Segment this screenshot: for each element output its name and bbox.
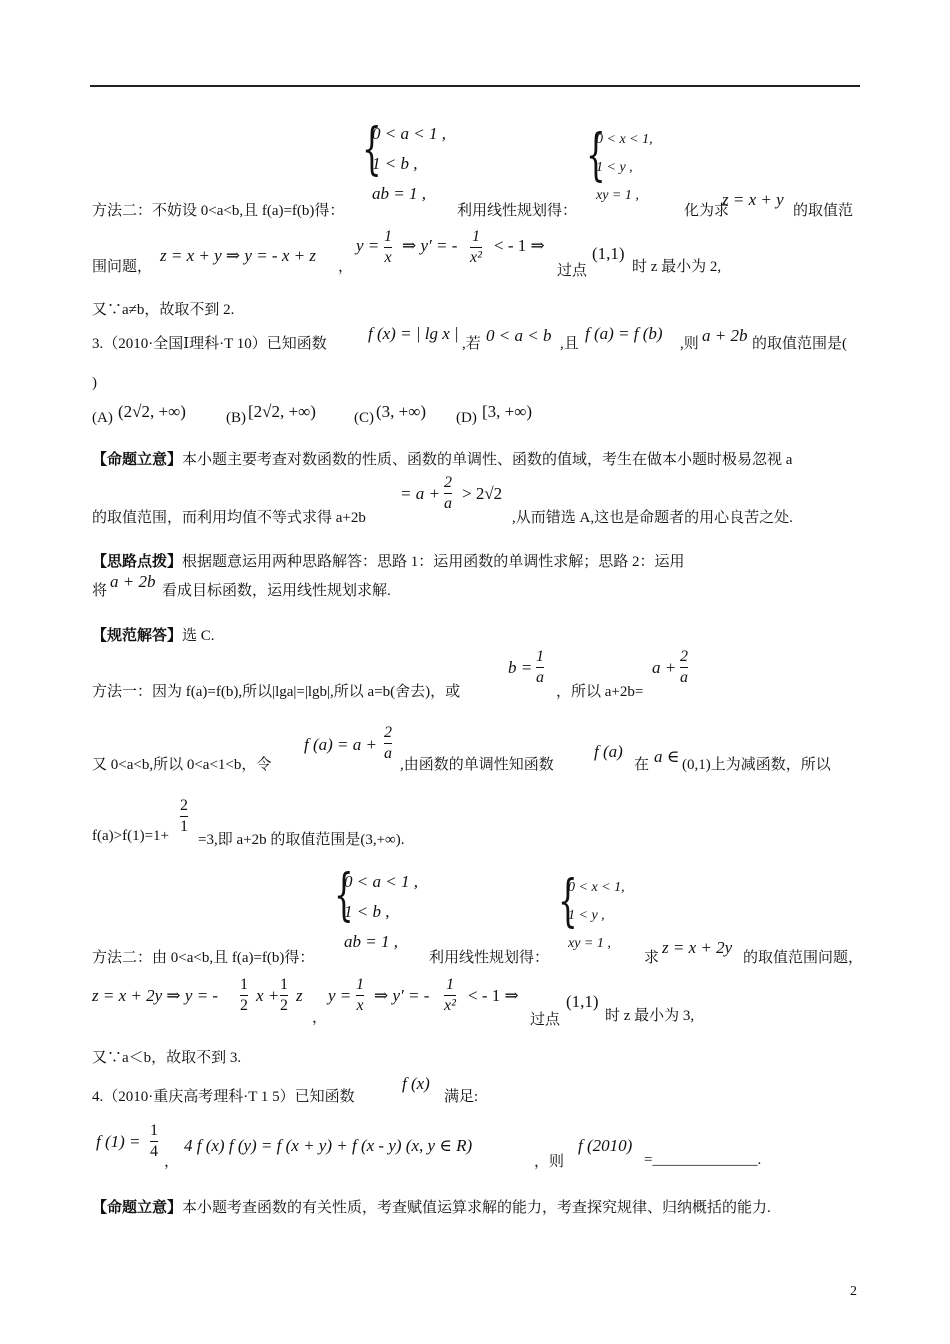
math-expression: a ∈	[654, 747, 680, 766]
paragraph: 看成目标函数，运用线性规划求解.	[162, 583, 391, 599]
math-expression: f (2010)	[578, 1136, 633, 1155]
method-two-mid: 利用线性规划得：	[457, 203, 578, 219]
system-line: 0 < x < 1,	[596, 132, 653, 147]
point: (1,1)	[566, 992, 599, 1011]
section-label: 【命题立意】	[92, 1200, 183, 1216]
option-d-label: (D)	[456, 410, 477, 426]
math-expression: x +	[256, 986, 280, 1005]
fraction: 1 x²	[444, 976, 456, 1014]
text: 的取值范	[793, 203, 854, 219]
text: 在	[634, 757, 650, 773]
paragraph: ,从而错选 A,这也是命题者的用心良苦之处.	[512, 510, 793, 526]
math-expression: 0 < a < b	[486, 326, 552, 345]
math-expression: f (1) =	[96, 1132, 141, 1151]
text: 满足:	[444, 1089, 479, 1105]
system-brace: {	[362, 117, 382, 182]
text: 求	[644, 950, 660, 966]
fraction: 1 x	[356, 976, 364, 1014]
math-expression: z	[296, 986, 303, 1005]
text: 时 z 最小为 3,	[605, 1008, 695, 1024]
page-number: 2	[850, 1284, 857, 1299]
system-line: 1 < b ,	[344, 902, 390, 921]
math-expression: z = x + 2y	[662, 938, 733, 957]
answer-text: 选 C.	[182, 628, 215, 644]
paragraph: =3,即 a+2b 的取值范围是(3,+∞).	[198, 832, 405, 848]
text: ，	[164, 1154, 180, 1170]
question-head: 4.（2010·重庆高考理科·T 1 5）已知函数	[92, 1089, 355, 1105]
option-c-label: (C)	[354, 410, 374, 426]
math-expression: f (x)	[402, 1074, 430, 1093]
math-expression: > 2√2	[462, 484, 503, 503]
fraction: 1 2	[240, 976, 248, 1014]
fraction: 1 2	[280, 976, 288, 1014]
answer-blank[interactable]: =______________.	[644, 1152, 762, 1168]
section-label: 【规范解答】	[92, 628, 183, 644]
option-b: [2√2, +∞)	[248, 402, 316, 421]
option-b-label: (B)	[226, 410, 246, 426]
math-expression: ⇒ y′ = -	[402, 236, 458, 255]
system-line: 0 < a < 1 ,	[344, 872, 418, 891]
fraction: 2 a	[444, 474, 452, 512]
text: 过点	[557, 263, 588, 279]
section-label: 【命题立意】	[92, 452, 183, 468]
text: 围问题，	[92, 259, 153, 275]
system-brace: {	[586, 123, 606, 188]
option-a-label: (A)	[92, 410, 113, 426]
math-expression: a + 2b	[702, 326, 748, 345]
paragraph: 的取值范围，而利用均值不等式求得 a+2b	[92, 510, 366, 526]
text: 的取值范围是(	[752, 336, 847, 352]
text: ，	[312, 1010, 328, 1026]
system-line: ab = 1 ,	[372, 184, 426, 203]
text: ，	[338, 259, 354, 275]
paragraph: 根据题意运用两种思路解答：思路 1：运用函数的单调性求解；思路 2：运用	[182, 554, 685, 570]
fraction: 1 x²	[470, 228, 482, 266]
paragraph: 本小题考查函数的有关性质，考查赋值运算求解的能力，考查探究规律、归纳概括的能力.	[182, 1200, 771, 1216]
text: 时 z 最小为 2,	[632, 259, 722, 275]
math-expression: b =	[508, 658, 533, 677]
system-line: xy = 1 ,	[568, 936, 611, 951]
math-expression: < - 1 ⇒	[494, 236, 545, 255]
math-expression: f (x) = | lg x |	[368, 324, 459, 343]
text: 又∵a≠b，故取不到 2.	[92, 302, 235, 318]
point: (1,1)	[592, 244, 625, 263]
paragraph: 又 0<a<b,所以 0<a<1<b，令	[92, 757, 272, 773]
fraction: 1 x	[384, 228, 392, 266]
system-line: 1 < b ,	[372, 154, 418, 173]
paragraph: ,由函数的单调性知函数	[400, 757, 554, 773]
text: )	[92, 375, 97, 391]
fraction: 2 a	[384, 724, 392, 762]
math-expression: a + 2b	[110, 572, 156, 591]
paragraph: (0,1)上为减函数，所以	[682, 757, 831, 773]
header-rule	[90, 85, 860, 87]
system-brace: {	[558, 869, 578, 934]
math-expression: f (a) = a +	[304, 735, 377, 754]
section-label: 【思路点拨】	[92, 554, 183, 570]
text: ,若	[462, 336, 481, 352]
system-line: xy = 1 ,	[596, 188, 639, 203]
text: 化为求	[684, 203, 730, 219]
math-expression: f (a)	[594, 742, 623, 761]
system-brace: {	[334, 863, 354, 928]
text: 的取值范围问题，	[743, 950, 864, 966]
math-expression: z = x + y	[722, 190, 784, 209]
system-line: 1 < y ,	[568, 908, 605, 923]
math-expression: y =	[356, 236, 380, 255]
math-expression: z = x + y ⇒ y = - x + z	[160, 246, 316, 265]
paragraph: 本小题主要考查对数函数的性质、函数的单调性、函数的值域，考生在做本小题时极易忽视 a	[182, 452, 793, 468]
system-line: 1 < y ,	[596, 160, 633, 175]
option-d: [3, +∞)	[482, 402, 533, 421]
text: 又∵a＜b，故取不到 3.	[92, 1050, 242, 1066]
fraction: 2 a	[680, 648, 688, 686]
math-expression: a +	[652, 658, 677, 677]
math-expression: = a +	[400, 484, 440, 503]
text: 过点	[530, 1012, 561, 1028]
math-expression: ⇒ y′ = -	[374, 986, 430, 1005]
fraction: 1 4	[150, 1122, 158, 1160]
question-head: 3.（2010·全国Ⅰ理科·T 10）已知函数	[92, 336, 327, 352]
math-expression: < - 1 ⇒	[468, 986, 519, 1005]
text: ，所以 a+2b=	[556, 684, 644, 700]
system-line: 0 < a < 1 ,	[372, 124, 446, 143]
text: ,且	[560, 336, 579, 352]
text: 将	[92, 583, 108, 599]
math-expression: f (a) = f (b)	[585, 324, 663, 343]
paragraph: f(a)>f(1)=1+	[92, 828, 170, 844]
method-two-lead: 方法二：不妨设 0<a<b,且 f(a)=f(b)得：	[92, 203, 345, 219]
fraction: 2 1	[180, 797, 188, 835]
method-two-mid: 利用线性规划得：	[429, 950, 550, 966]
math-expression: y =	[328, 986, 352, 1005]
math-expression: 4 f (x) f (y) = f (x + y) + f (x - y) (x, y ∈ R)	[184, 1136, 473, 1155]
method-two-lead: 方法二：由 0<a<b,且 f(a)=f(b)得：	[92, 950, 315, 966]
system-line: 0 < x < 1,	[568, 880, 625, 895]
paragraph: 方法一：因为 f(a)=f(b),所以|lga|=|lgb|,所以 a=b(舍去)，或	[92, 684, 461, 700]
option-c: (3, +∞)	[376, 402, 427, 421]
math-expression: z = x + 2y ⇒ y = -	[92, 986, 219, 1005]
fraction: 1 a	[536, 648, 544, 686]
text: ，则	[534, 1154, 565, 1170]
text: ,则	[680, 336, 699, 352]
option-a: (2√2, +∞)	[118, 402, 186, 421]
system-line: ab = 1 ,	[344, 932, 398, 951]
